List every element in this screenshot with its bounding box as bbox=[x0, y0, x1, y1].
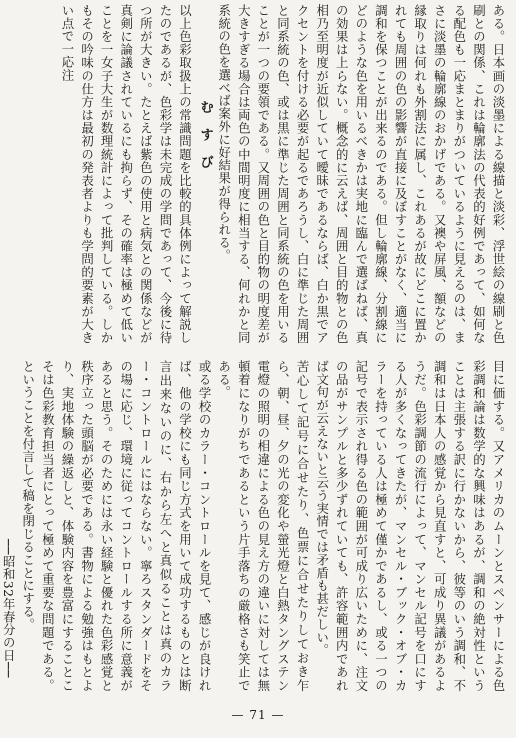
upper-text-column bbox=[10, 4, 508, 344]
body-paragraph: 苦心して記号に合せたり、色票に合せたりしておき乍ら、朝、昼、夕の光の変化や螢光燈と白熱タングステン電燈の照明の相違による色の見え方の違いに対しては無頓着になりがちであるという片手落ちの厳格さも笑止である。 bbox=[216, 360, 311, 692]
date-line: ──昭和32年春分の日── bbox=[1, 539, 17, 678]
body-paragraph: 目に価する。又アメリカのムーンとスペンサーによる色彩調和論は数学的な興味はあるが、調和の絶対性ということは主張する訳に行かないから、彼等のいう調和、不調和は日本人の感覚から見直すと、可成り異議があるようだ。色彩調節の流行によって、マンセル記号を口にする人が多くなってきたが、マンセル・ブック・オブ・カラーを持っている人は極めて僅かであるし、或る一つの記号で表示され得る色の範囲が可成り広いために、注文の品がサンプルと多少ずれていても、許容範囲内であれば文句が云えないと云う実情では矛盾も甚だしい。 bbox=[314, 360, 506, 692]
body-paragraph: 或る学校のカラー・コントロールを見て、感じが良ければ、他の学校にも同じ方式を用いて成功するものとは断言出来ないのに、右から左へと真似ることは真のカラー・コントロールにはならない。寧ろスタンダードをその場に応じ、環境に従ってコントロールする所に意義があると思う。そのためには永い経験と優れた色彩感覚と秩序立った頭脳が必要である。書物による勉強はもとより、実地体験の繰返しと、体験内容を豊富にすることこそは色彩教育担当者にとって極めて重要な問題である。ということを付言して稿を閉じることにする。 bbox=[20, 360, 213, 692]
page-number: — 71 — bbox=[231, 708, 285, 722]
body-paragraph: ある。日本画の淡墨による線描と淡彩、浮世絵の線刷と色刷との関係、これは輪廓法の代表的好例であって、如何なる配色も一応まとまりがついているように見えるのは、まさに淡墨の輪廓線のおかげである。又襖や屏風、額などの縁取りは何れも外割法に属し、これあるが故にどこに置かれても周囲の色の影響が直接に及ぼすことがなく、適当に調和を保つことが出来るのである。但し輪廓線、分割線にどのような色を用いるべきかは実地に臨んで選ばねば、真の効果は上らない。概念的に云えば、周囲と目的物との色相乃至明度が近似していて曖昧であるならば、白か黒でアクセントを付ける必要が起るであろうし、白に準じた周囲と同系統の色、或は黒に準じた周囲と同系統の色を用いることが一つの要領である。又周囲の色と目的物の明度差が大きすぎる場合は両色の中間明度に相当する、何れかと同系統の色を選べば案外に好結果が得られる。 bbox=[216, 4, 506, 344]
lower-text-column bbox=[1, 360, 508, 692]
section-heading: むすび bbox=[197, 100, 214, 183]
body-paragraph: 以上色彩取扱上の常識問題を比較的具体例によって解説したのであるが、色彩学は未完成の学問であって、今後に待つ所が大きい。たとえば紫色の使用と病気との関係などが真剣に論議されているにも拘らず、その確率は極めて低いことを一女子大生が数理統計によって批判している。しかもその吟味の仕方は最初の発表者よりも学問的要素が大きい点で一応注 bbox=[59, 4, 193, 344]
